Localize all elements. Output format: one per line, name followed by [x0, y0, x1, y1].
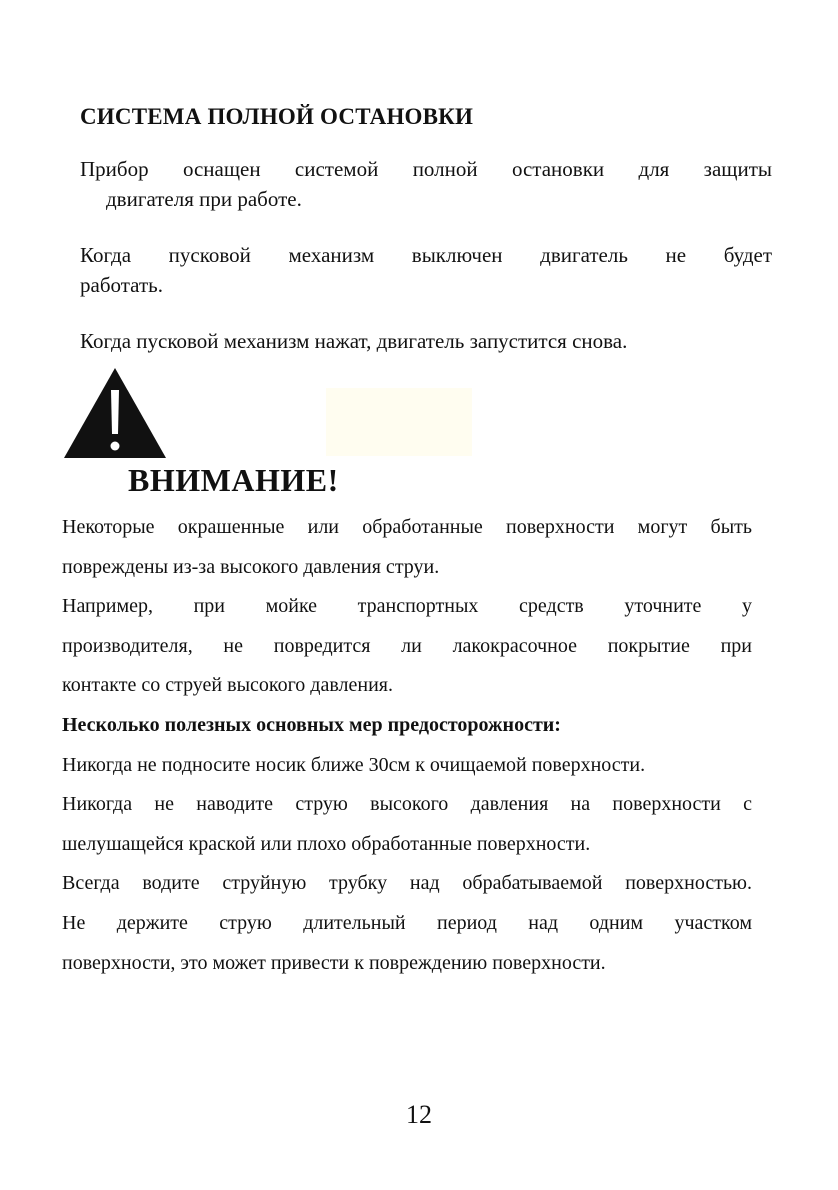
warning-line: производителя, не повредится ли лакокрасочное покрытие при — [62, 634, 752, 657]
precautions-heading: Несколько полезных основных мер предосторожности: — [62, 713, 561, 736]
precaution-line: Никогда не подносите носик ближе 30см к очищаемой поверхности. — [62, 753, 646, 776]
precaution-line: Никогда не наводите струю высокого давления на поверхности с — [62, 793, 752, 816]
warning-triangle-icon — [62, 366, 168, 460]
paragraph-line: двигателя при работе. — [106, 187, 302, 211]
paragraph-full-stop-system — [80, 154, 772, 214]
precaution-line: шелушащейся краской или плохо обработанные поверхности. — [62, 832, 591, 855]
section-title: СИСТЕМА ПОЛНОЙ ОСТАНОВКИ — [80, 104, 474, 129]
warning-line: Некоторые окрашенные или обработанные поверхности могут быть — [62, 516, 752, 538]
paragraph-trigger-pressed: Когда пусковой механизм нажат, двигатель запустится снова. — [80, 329, 628, 353]
warning-title: ВНИМАНИЕ! — [128, 462, 339, 498]
precaution-line: Не держите струю длительный период над одним участком — [62, 911, 752, 934]
page-number: 12 — [406, 1100, 432, 1129]
paragraph-trigger-off — [80, 240, 772, 300]
warning-line: повреждены из-за высокого давления струи. — [62, 555, 440, 578]
warning-body — [62, 508, 752, 983]
paragraph-line: работать. — [80, 273, 163, 297]
highlight-area — [326, 388, 472, 456]
paragraph-line: Когда пусковой механизм выключен двигатель не будет — [80, 243, 772, 267]
paragraph-line: Прибор оснащен системой полной остановки для защиты — [80, 157, 772, 181]
warning-line: контакте со струей высокого давления. — [62, 674, 393, 697]
precaution-line: поверхности, это может привести к повреждению поверхности. — [62, 951, 606, 974]
precaution-line: Всегда водите струйную трубку над обрабатываемой поверхностью. — [62, 872, 752, 895]
warning-line: Например, при мойке транспортных средств уточните у — [62, 595, 752, 618]
